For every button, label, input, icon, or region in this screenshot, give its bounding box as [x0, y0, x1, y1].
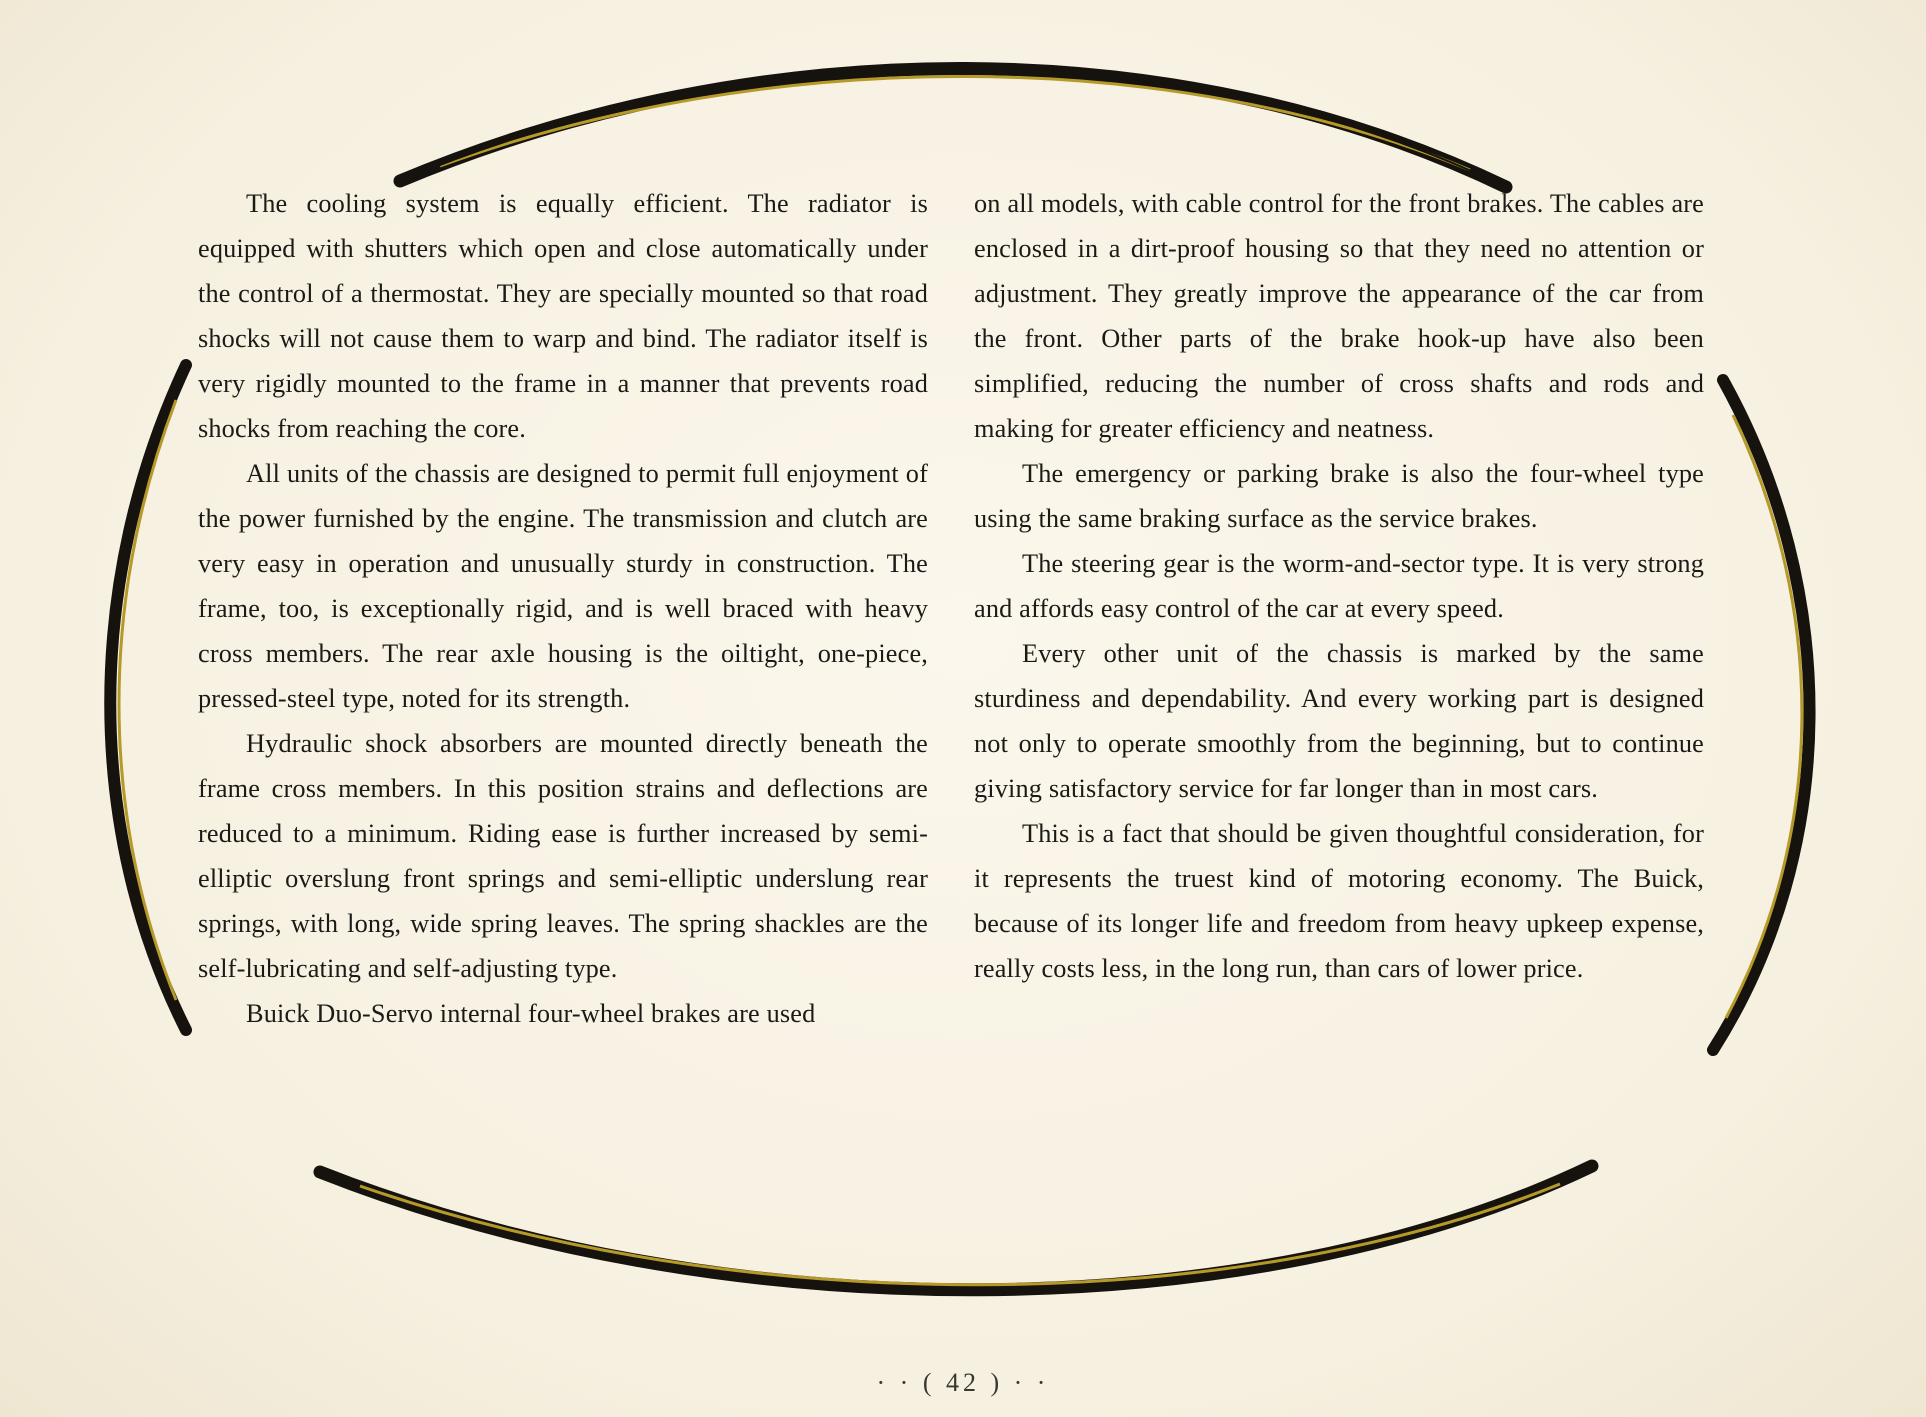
- page-number: · · ( 42 ) · ·: [876, 1368, 1050, 1397]
- left-paragraph-3: Hydraulic shock absorbers are mounted directly beneath the frame cross members. In this position strains and deflections are reduced to a minimum. Riding ease is further increased by semi-elliptic overslung front springs and semi-elliptic underslung rear springs, with long, wide spring leaves. The spring shackles are the self-lubricating and self-adjusting type.: [198, 729, 928, 983]
- right-paragraph-4: Every other unit of the chassis is marked by the same sturdiness and dependability. And every working part is designed not only to operate smoothly from the beginning, but to continue giving satisfactory service for far longer than in most cars.: [974, 639, 1704, 803]
- left-paragraph-4: Buick Duo-Servo internal four-wheel brakes are used: [246, 999, 816, 1028]
- frame-left-arc: [110, 365, 186, 1030]
- left-text-column: [198, 181, 928, 1036]
- right-paragraph-2: The emergency or parking brake is also the four-wheel type using the same braking surface as the service brakes.: [974, 459, 1704, 533]
- frame-bottom-arc: [320, 1166, 1592, 1290]
- right-paragraph-1: on all models, with cable control for the front brakes. The cables are enclosed in a dirt-proof housing so that they need no attention or adjustment. They greatly improve the appearance of the car from the front. Other parts of the brake hook-up have also been simplified, reducing the number of cross shafts and rods and making for greater efficiency and neatness.: [974, 189, 1704, 443]
- right-text-column: [974, 181, 1704, 991]
- right-paragraph-5: This is a fact that should be given thoughtful consideration, for it represents the truest kind of motoring economy. The Buick, because of its longer life and freedom from heavy upkeep expense, really costs less, in the long run, than cars of lower price.: [974, 819, 1704, 983]
- left-paragraph-2: All units of the chassis are designed to permit full enjoyment of the power furnished by the engine. The transmission and clutch are very easy in operation and unusually sturdy in construction. The frame, too, is exceptionally rigid, and is well braced with heavy cross members. The rear axle housing is the oiltight, one-piece, pressed-steel type, noted for its strength.: [198, 459, 928, 713]
- left-paragraph-1: The cooling system is equally efficient. The radiator is equipped with shutters which open and close automatically under the control of a thermostat. They are specially mounted so that road shocks will not cause them to warp and bind. The radiator itself is very rigidly mounted to the frame in a manner that prevents road shocks from reaching the core.: [198, 189, 928, 443]
- right-paragraph-3: The steering gear is the worm-and-sector type. It is very strong and affords easy control of the car at every speed.: [974, 549, 1704, 623]
